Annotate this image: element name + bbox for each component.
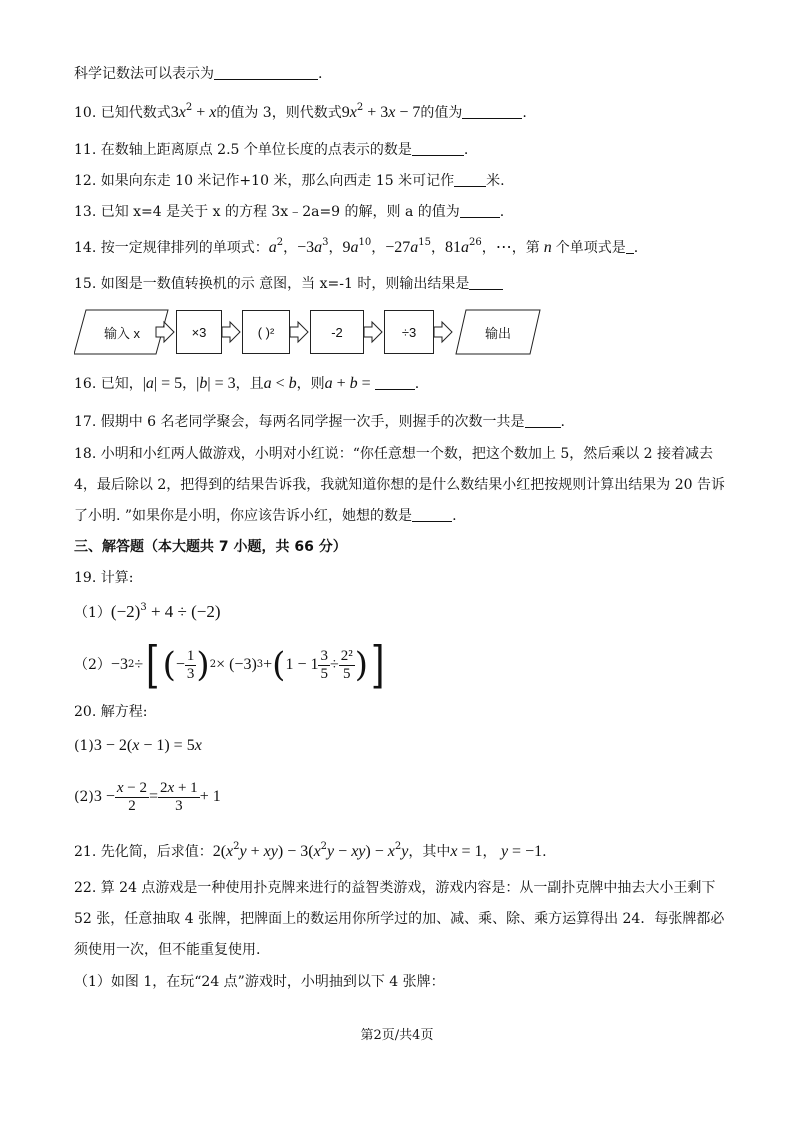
question-22-line1: 22. 算 24 点游戏是一种使用扑克牌来进行的益智类游戏，游戏内容是：从一副扑克牌中抽去大小王剩下 (74, 880, 716, 896)
question-19-part2: （2） −3 2 ÷ [ ( − $\frac{1}{3}$ ) 2 × (−3) 3 + ( 1 − 1 $\frac{3}{5}$ ÷ $\frac{\text{2²}}{5}$ ) ] (74, 636, 385, 694)
arrow-icon (290, 322, 308, 342)
answer-blank[interactable] (525, 413, 561, 428)
section-heading: 三、解答题（本大题共 7 小题，共 66 分） (74, 539, 347, 555)
question-18-line2: 4，最后除以 2，把得到的结果告诉我，我就知道你想的是什么数结果小红把按规则计算出结果为 20 告诉 (74, 477, 725, 493)
answer-blank[interactable] (626, 239, 634, 254)
question-11: 11. 在数轴上距离原点 2.5 个单位长度的点表示的数是 . (74, 142, 469, 158)
question-12: 12. 如果向东走 10 米记作+10 米，那么向西走 15 米可记作 米. (74, 173, 505, 189)
question-14: 14. 按一定规律排列的单项式：$a^2$，$-3a^3$，$9a^{10}$，$-27a^{15}$，$81a^{26}$，⋯，第 n 个单项式是 . (74, 237, 639, 256)
question-18-line1: 18. 小明和小红两人做游戏，小明对小红说：“你任意想一个数，把这个数加上 5，然后乘以 2 接着减去 (74, 446, 714, 462)
flow-step-multiply: ×3 (176, 310, 222, 354)
answer-blank[interactable] (460, 203, 500, 218)
answer-blank[interactable] (462, 104, 522, 119)
flow-step-subtract: -2 (310, 310, 364, 354)
question-15: 15. 如图是一数值转换机的示 意图，当 x=-1 时，则输出结果是 (74, 274, 503, 294)
answer-blank[interactable] (412, 507, 452, 522)
answer-blank[interactable] (214, 65, 318, 80)
arrow-icon (434, 322, 452, 342)
arrow-icon (364, 322, 382, 342)
question-19-part1: $(1)(-2)^3 + 4 \div (-2)$ (74, 602, 221, 621)
question-22-line2: 52 张，任意抽取 4 张牌，把牌面上的数运用你所学过的加、减、乘、除、乘方运算得出 24．每张牌都必 (74, 911, 725, 927)
conversion-flowchart (74, 306, 554, 358)
question-20-part1: (1)3 − 2(x − 1) = 5x (74, 737, 202, 754)
question-17: 17. 假期中 6 名老同学聚会，每两名同学握一次手，则握手的次数一共是 . (74, 414, 565, 430)
question-21: 21. 先化简，后求值：$2(x^2y + xy) - 3(x^2y - xy) - x^2y$，其中x = 1， y = −1. (74, 841, 547, 860)
answer-blank[interactable] (412, 141, 464, 156)
question-16: 16. 已知，|a| = 5，|b| = 3，且a < b，则a + b = . (74, 375, 420, 392)
question-19: 19. 计算: (74, 570, 134, 586)
question-22-line3: 须使用一次，但不能重复使用. (74, 942, 261, 958)
q9-tail: 科学记数法可以表示为 . (74, 66, 323, 82)
flow-step-square: ( )² (242, 310, 290, 354)
question-10: 10. 已知代数式$3x^2 + x$的值为 3，则代数式$9x^2 + 3x - 7$的值为 . (74, 102, 527, 121)
answer-blank[interactable] (454, 172, 486, 187)
flow-output: 输出 (484, 325, 511, 341)
answer-blank[interactable] (469, 275, 503, 290)
question-20-part2: (2) 3 − $\frac{x - 2}{2}$ = $\frac{2x + 1}{3}$ + 1 (74, 779, 221, 814)
flow-input: 输入 x (103, 325, 141, 341)
flow-step-divide: ÷3 (384, 310, 434, 354)
answer-blank[interactable] (375, 375, 415, 390)
question-20: 20. 解方程: (74, 704, 148, 720)
question-22-sub1: （1）如图 1，在玩“24 点”游戏时，小明抽到以下 4 张牌： (74, 974, 445, 990)
page-footer: 第2页/共4页 (360, 1028, 434, 1043)
question-13: 13. 已知 x=4 是关于 x 的方程 3x﹣2a=9 的解，则 a 的值为 . (74, 204, 505, 220)
question-18-line3: 了小明. ”如果你是小明，你应该告诉小红，她想的数是 . (74, 508, 457, 524)
arrow-icon (222, 322, 240, 342)
